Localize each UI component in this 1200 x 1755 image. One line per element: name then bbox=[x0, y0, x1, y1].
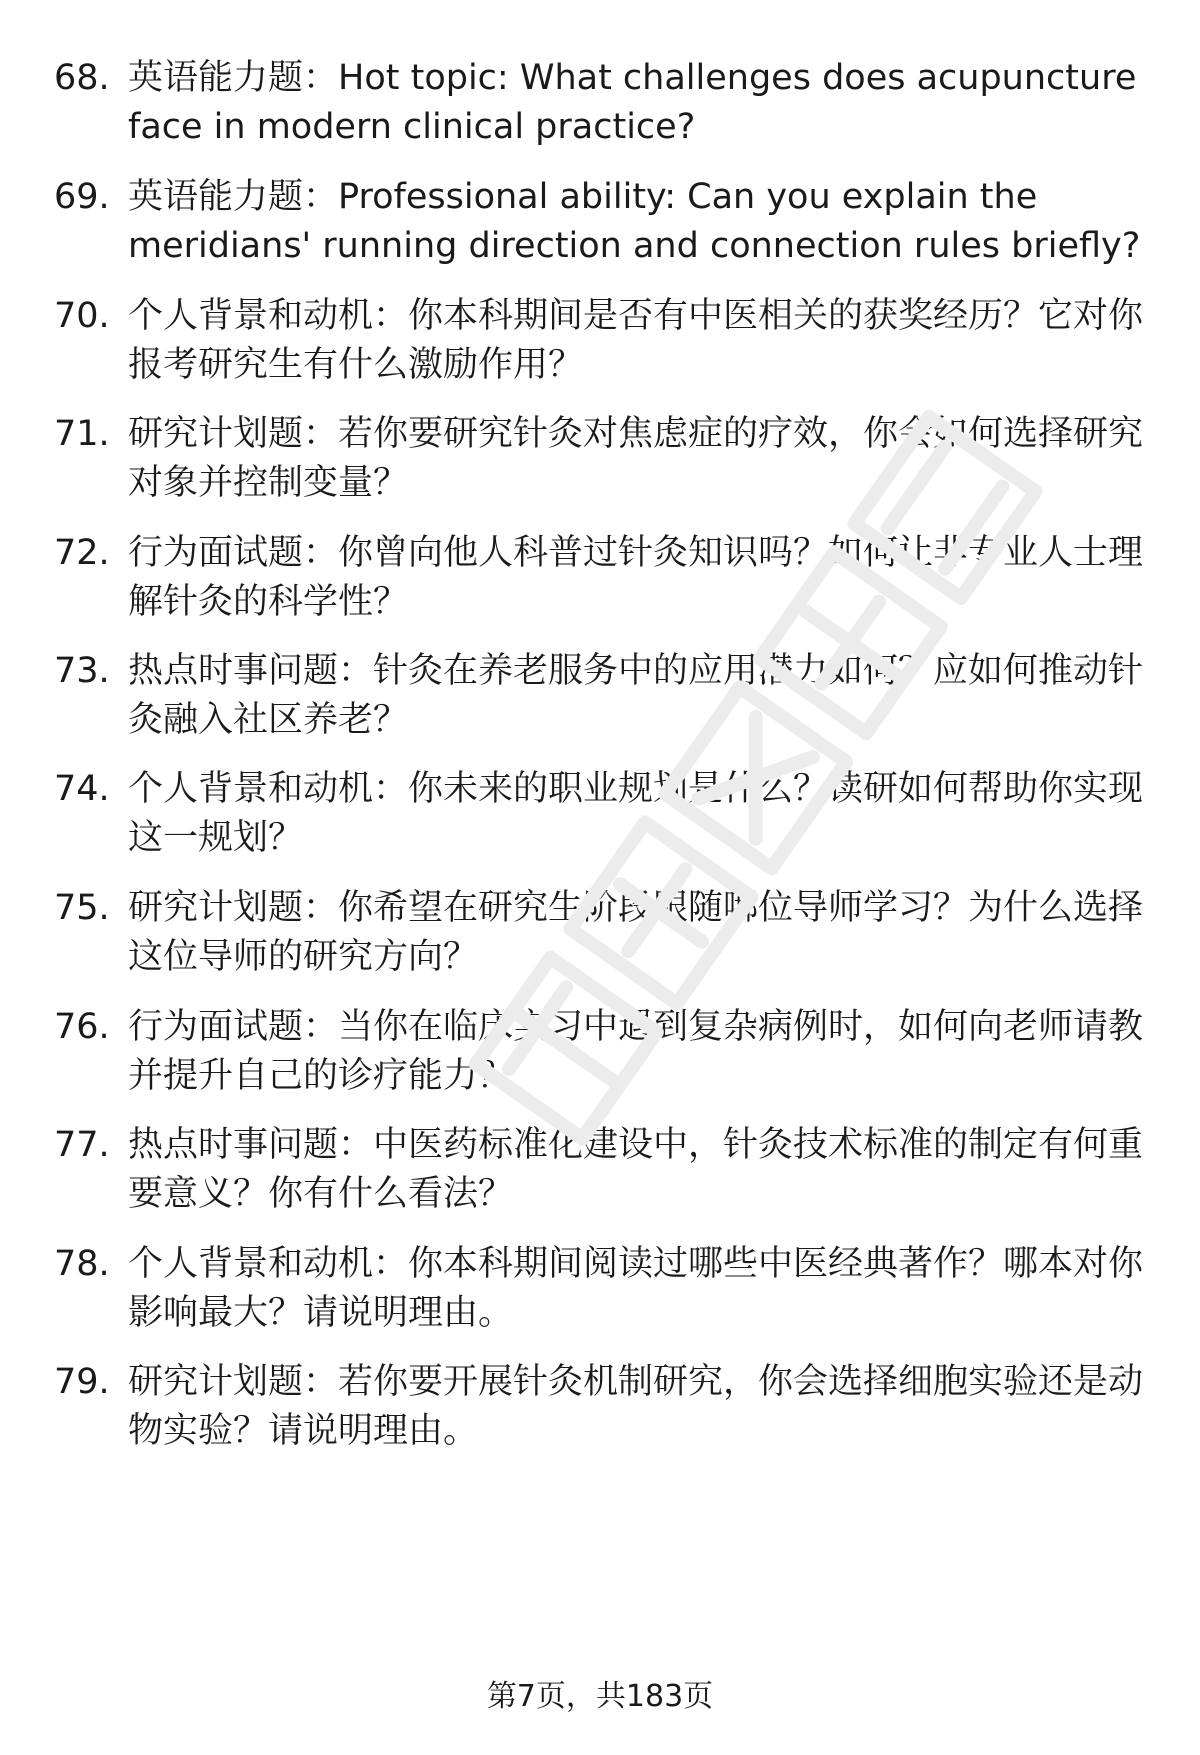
question-number: 68. bbox=[54, 58, 110, 98]
question-category: 研究计划题： bbox=[128, 414, 339, 454]
question-body: Professional ability: Can you explain the meridians' running direction and connection rules briefly? bbox=[128, 177, 1141, 266]
question-body: 你本科期间是否有中医相关的获奖经历？它对你报考研究生有什么激励作用？ bbox=[128, 296, 1144, 385]
question-category: 个人背景和动机： bbox=[128, 769, 409, 809]
question-item bbox=[0, 1240, 1200, 1350]
question-number: 77. bbox=[54, 1125, 110, 1165]
question-body: 你未来的职业规划是什么？读研如何帮助你实现这一规划？ bbox=[128, 769, 1144, 858]
question-category: 研究计划题： bbox=[128, 1362, 339, 1402]
question-text bbox=[128, 292, 1148, 390]
question-text bbox=[128, 884, 1148, 982]
question-text bbox=[128, 410, 1148, 508]
question-category: 热点时事问题： bbox=[128, 651, 374, 691]
question-item bbox=[0, 1121, 1200, 1231]
question-body: 中医药标准化建设中，针灸技术标准的制定有何重要意义？你有什么看法？ bbox=[128, 1125, 1144, 1214]
question-item bbox=[0, 292, 1200, 402]
question-number: 69. bbox=[54, 177, 110, 217]
question-number: 73. bbox=[54, 651, 110, 691]
question-body: 针灸在养老服务中的应用潜力如何？应如何推动针灸融入社区养老？ bbox=[128, 651, 1144, 740]
question-text bbox=[128, 1121, 1148, 1219]
question-body: Hot topic: What challenges does acupuncture face in modern clinical practice? bbox=[128, 58, 1137, 147]
question-text bbox=[128, 173, 1148, 271]
question-body: 你希望在研究生阶段跟随哪位导师学习？为什么选择这位导师的研究方向？ bbox=[128, 888, 1144, 977]
question-text bbox=[128, 1240, 1148, 1338]
question-category: 行为面试题： bbox=[128, 533, 339, 573]
question-category: 个人背景和动机： bbox=[128, 1244, 409, 1284]
question-category: 研究计划题： bbox=[128, 888, 339, 928]
question-category: 热点时事问题： bbox=[128, 1125, 374, 1165]
question-number: 79. bbox=[54, 1362, 110, 1402]
question-text bbox=[128, 529, 1148, 627]
question-item bbox=[0, 529, 1200, 639]
question-category: 英语能力题： bbox=[128, 177, 339, 217]
question-body: 若你要研究针灸对焦虑症的疗效，你会如何选择研究对象并控制变量？ bbox=[128, 414, 1144, 503]
question-body: 当你在临床实习中遇到复杂病例时，如何向老师请教并提升自己的诊疗能力？ bbox=[128, 1007, 1144, 1096]
question-item bbox=[0, 410, 1200, 520]
question-number: 70. bbox=[54, 296, 110, 336]
question-text bbox=[128, 1358, 1148, 1456]
question-category: 英语能力题： bbox=[128, 58, 339, 98]
question-body: 若你要开展针灸机制研究，你会选择细胞实验还是动物实验？请说明理由。 bbox=[128, 1362, 1144, 1451]
question-number: 75. bbox=[54, 888, 110, 928]
question-category: 个人背景和动机： bbox=[128, 296, 409, 336]
question-item bbox=[0, 884, 1200, 994]
question-number: 74. bbox=[54, 769, 110, 809]
question-body: 你本科期间阅读过哪些中医经典著作？哪本对你影响最大？请说明理由。 bbox=[128, 1244, 1144, 1333]
question-number: 78. bbox=[54, 1244, 110, 1284]
question-number: 71. bbox=[54, 414, 110, 454]
question-item bbox=[0, 765, 1200, 875]
question-text bbox=[128, 54, 1148, 152]
question-text bbox=[128, 1003, 1148, 1101]
question-text bbox=[128, 647, 1148, 745]
question-item bbox=[0, 1003, 1200, 1113]
question-number: 72. bbox=[54, 533, 110, 573]
question-item bbox=[0, 54, 1200, 164]
question-item bbox=[0, 647, 1200, 757]
question-category: 行为面试题： bbox=[128, 1007, 339, 1047]
question-body: 你曾向他人科普过针灸知识吗？如何让非专业人士理解针灸的科学性？ bbox=[128, 533, 1144, 622]
question-item bbox=[0, 173, 1200, 283]
question-number: 76. bbox=[54, 1007, 110, 1047]
page-footer bbox=[0, 1675, 1200, 1719]
question-item bbox=[0, 1358, 1200, 1468]
page-number-label: 第7页，共183页 bbox=[486, 1679, 714, 1714]
question-text bbox=[128, 765, 1148, 863]
